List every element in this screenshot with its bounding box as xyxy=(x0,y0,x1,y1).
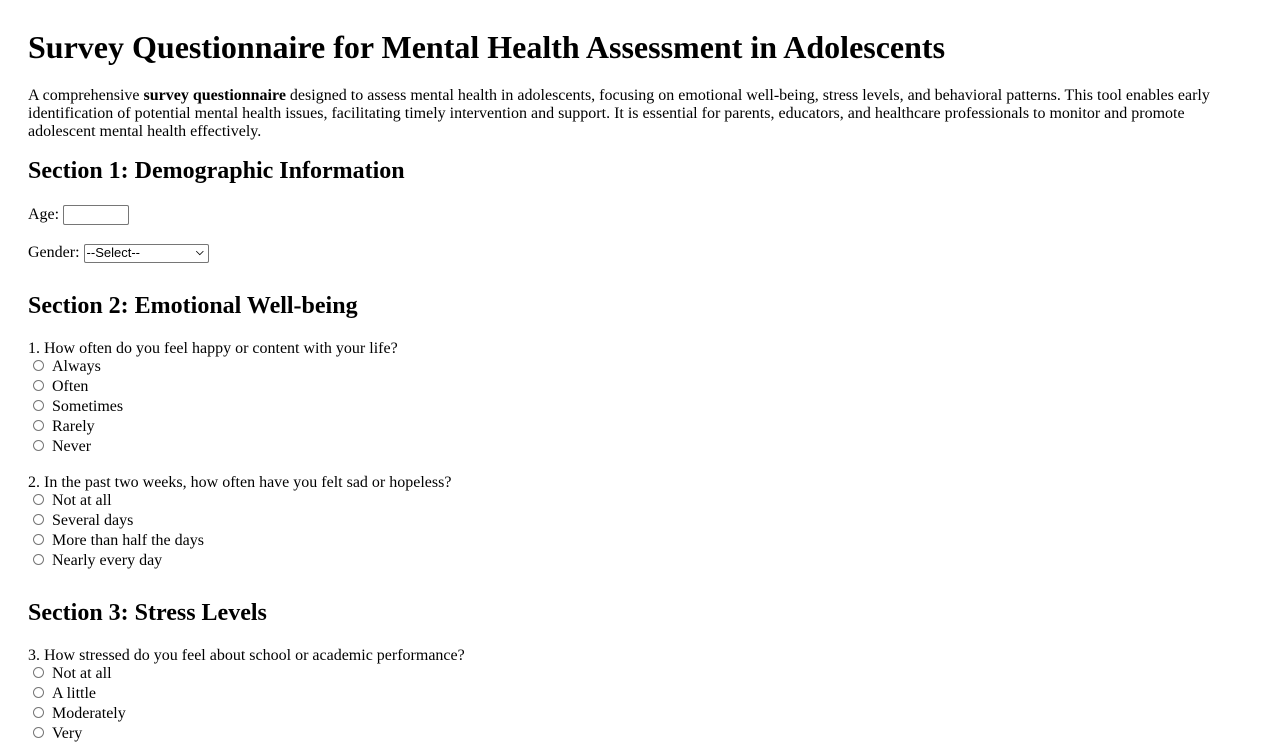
option-not-at-all[interactable] xyxy=(33,664,1235,684)
question-text: 3. How stressed do you feel about school or academic performance? xyxy=(28,647,465,664)
gender-label: Gender: xyxy=(28,243,80,261)
option-nearly-every-day[interactable] xyxy=(33,551,1235,571)
gender-selected-value: --Select-- xyxy=(86,244,140,260)
question-3 xyxy=(28,646,1235,744)
radio-button[interactable] xyxy=(33,360,44,371)
option-more-than-half[interactable] xyxy=(33,531,1235,551)
option-label: Very xyxy=(52,724,83,742)
section-heading: Section 3: Stress Levels xyxy=(28,600,267,626)
question-text: 1. How often do you feel happy or content with your life? xyxy=(28,340,398,357)
intro-paragraph xyxy=(28,87,1223,141)
radio-button[interactable] xyxy=(33,707,44,718)
intro-text-start: A comprehensive xyxy=(28,87,144,104)
option-often[interactable] xyxy=(33,377,1235,397)
option-label: Rarely xyxy=(52,417,95,435)
option-label: Sometimes xyxy=(52,397,124,415)
radio-button[interactable] xyxy=(33,687,44,698)
question-2 xyxy=(28,473,1235,571)
radio-button[interactable] xyxy=(33,440,44,451)
option-always[interactable] xyxy=(33,357,1235,377)
option-label: Not at all xyxy=(52,664,112,682)
option-label: Never xyxy=(52,437,92,455)
radio-button[interactable] xyxy=(33,514,44,525)
age-label: Age: xyxy=(28,205,60,223)
option-rarely[interactable] xyxy=(33,417,1235,437)
radio-button[interactable] xyxy=(33,667,44,678)
radio-button[interactable] xyxy=(33,534,44,545)
option-sometimes[interactable] xyxy=(33,397,1235,417)
section-demographics xyxy=(28,157,1235,264)
radio-button[interactable] xyxy=(33,554,44,565)
option-label: A little xyxy=(52,684,96,702)
option-a-little[interactable] xyxy=(33,684,1235,704)
option-label: More than half the days xyxy=(52,531,204,549)
page-title: Survey Questionnaire for Mental Health Assessment in Adolescents xyxy=(28,29,946,65)
radio-button[interactable] xyxy=(33,420,44,431)
gender-field-row xyxy=(28,242,1235,264)
radio-button[interactable] xyxy=(33,380,44,391)
radio-button[interactable] xyxy=(33,400,44,411)
section-heading: Section 1: Demographic Information xyxy=(28,158,405,184)
option-label: Not at all xyxy=(52,491,112,509)
option-label: Often xyxy=(52,377,89,395)
section-heading: Section 2: Emotional Well-being xyxy=(28,293,358,319)
question-1 xyxy=(28,339,1235,457)
intro-text-rest: designed to assess mental health in adolescents, focusing on emotional well-being, stress levels, and behavioral patterns. This tool enables early identification of potential mental health issues, facilitating timely intervention and support. It is essential for parents, educators, and healthcare professionals to monitor and promote adolescent mental health effectively. xyxy=(28,87,1210,140)
option-several-days[interactable] xyxy=(33,511,1235,531)
age-input[interactable] xyxy=(63,205,129,225)
option-very[interactable] xyxy=(33,724,1235,744)
chevron-down-icon: ⌵ xyxy=(195,247,204,259)
option-label: Moderately xyxy=(52,704,126,722)
radio-button[interactable] xyxy=(33,494,44,505)
option-label: Several days xyxy=(52,511,134,529)
radio-button[interactable] xyxy=(33,727,44,738)
gender-select[interactable] xyxy=(84,244,209,263)
age-field-row xyxy=(28,204,1235,226)
section-stress-levels xyxy=(28,599,1235,744)
option-label: Always xyxy=(52,357,101,375)
option-moderately[interactable] xyxy=(33,704,1235,724)
option-label: Nearly every day xyxy=(52,551,163,569)
intro-bold-term: survey questionnaire xyxy=(143,87,286,104)
question-text: 2. In the past two weeks, how often have you felt sad or hopeless? xyxy=(28,474,452,491)
option-never[interactable] xyxy=(33,437,1235,457)
section-emotional-wellbeing xyxy=(28,292,1235,571)
option-not-at-all[interactable] xyxy=(33,491,1235,511)
